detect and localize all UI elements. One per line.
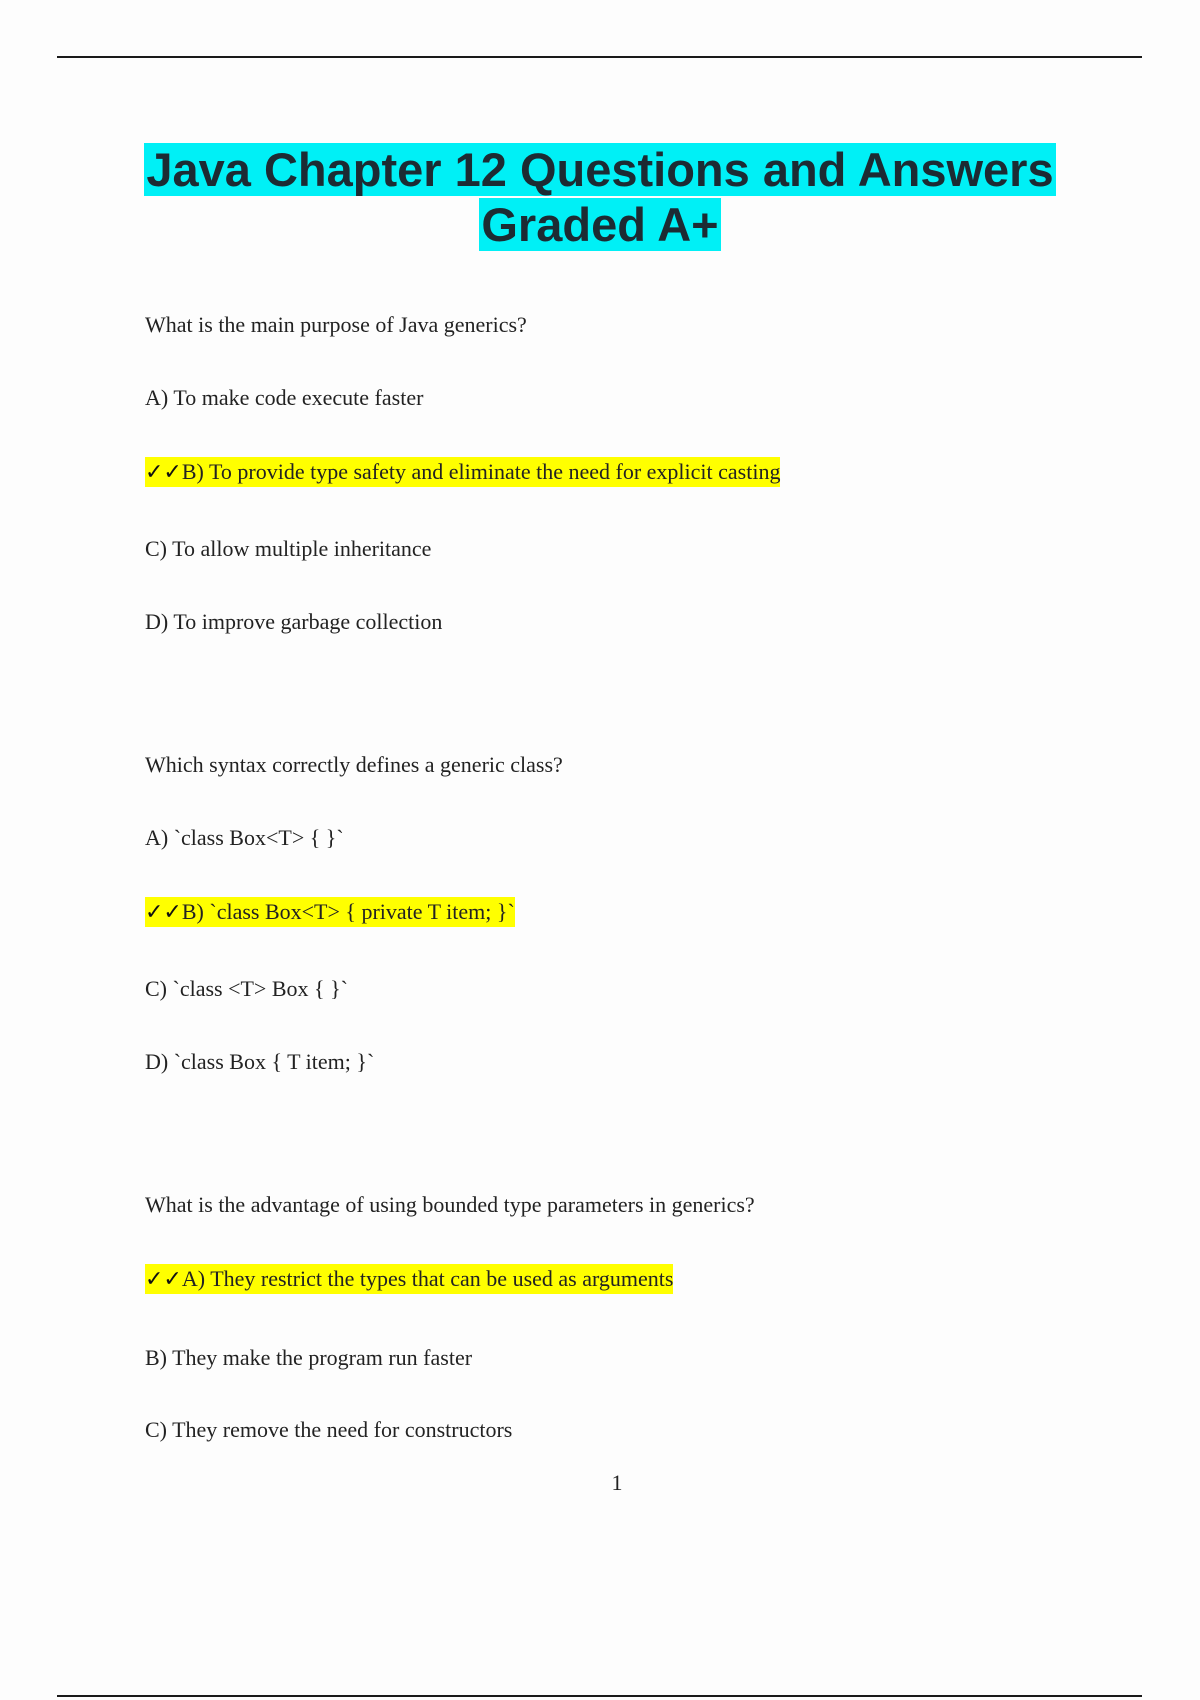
page-number: 1	[611, 1470, 623, 1495]
q1-option-b-text: B) To provide type safety and eliminate the need for explicit casting	[181, 459, 781, 484]
q1-option-c: C) To allow multiple inheritance	[145, 536, 432, 561]
q3-option-a-text: A) They restrict the types that can be used as arguments	[181, 1266, 674, 1291]
check-mark-icon: ✓✓	[145, 1267, 182, 1292]
q2-option-b-correct	[145, 897, 515, 928]
q1-option-a: A) To make code execute faster	[145, 385, 424, 410]
check-mark-icon: ✓✓	[145, 900, 182, 925]
q2-option-d: D) `class Box { T item; }`	[145, 1049, 375, 1074]
check-mark-icon: ✓✓	[145, 460, 182, 485]
q2-option-a: A) `class Box<T> { }`	[145, 825, 344, 850]
q2-option-b-text: B) `class Box<T> { private T item; }`	[181, 899, 515, 924]
q3-option-a-correct	[145, 1264, 673, 1295]
q3-option-c: C) They remove the need for constructors	[145, 1417, 513, 1442]
page-title	[100, 142, 1100, 252]
title-line-1: Java Chapter 12 Questions and Answers	[146, 143, 1054, 196]
q1-option-b-correct	[145, 457, 780, 488]
q1-option-d: D) To improve garbage collection	[145, 609, 443, 634]
question-1: What is the main purpose of Java generics?	[145, 312, 527, 337]
q3-option-b: B) They make the program run faster	[145, 1345, 473, 1370]
bottom-rule	[57, 1695, 1142, 1697]
title-line-2: Graded A+	[481, 198, 719, 251]
question-3: What is the advantage of using bounded type parameters in generics?	[145, 1192, 755, 1217]
top-rule	[57, 56, 1142, 58]
q2-option-c: C) `class <T> Box { }`	[145, 976, 348, 1001]
question-2: Which syntax correctly defines a generic class?	[145, 752, 563, 777]
